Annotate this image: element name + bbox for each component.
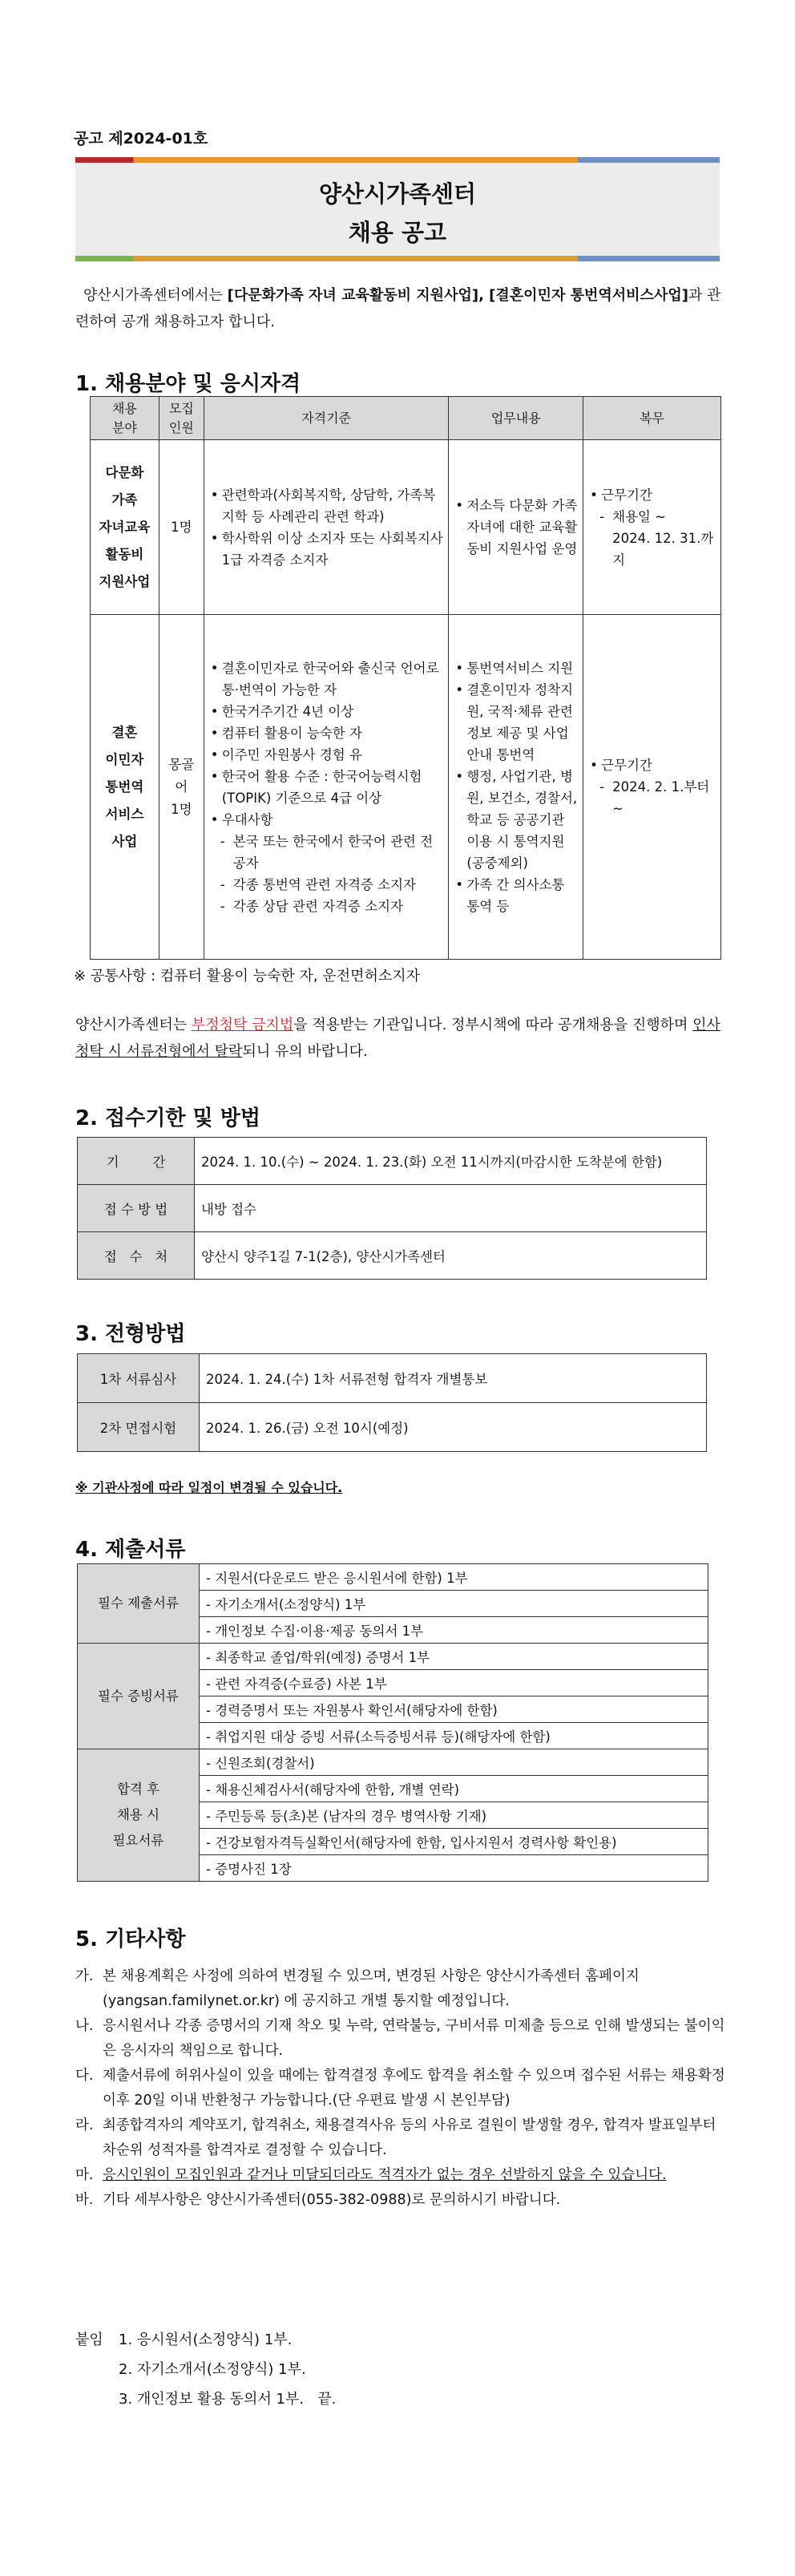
title-box <box>75 157 720 261</box>
row2-quals <box>204 615 449 960</box>
row2-duty-2: • 결혼이민자 정착지원, 국적·체류 관련 정보 제공 및 사업안내 통번역 <box>454 679 578 766</box>
hiring-doc-3-text: 주민등록 등(초)본 (남자의 경우 병역사항 기재) <box>215 1809 487 1824</box>
table-row <box>78 1403 707 1452</box>
misc-key: 라. <box>75 2117 94 2133</box>
solicitation-warning: 인사 청탁 시 서류전형에서 탈락 <box>75 1017 720 1060</box>
list-item <box>75 1964 728 2014</box>
title-line-2: 채용 공고 <box>348 219 447 246</box>
table-row <box>91 615 721 960</box>
misc-text: 본 채용계획은 사정에 의하여 변경될 수 있으며, 변경된 사항은 양산시가족센터 홈페이지(yangsan.familynet.or.kr) 에 공지하고 개별 통지할 예정입니다. <box>103 1968 640 2009</box>
para-text-c: 을 적용받는 기관입니다. 정부시책에 따라 공개채용을 진행하며 <box>293 1017 693 1033</box>
row2-pref-1: - 본국 또는 한국에서 한국어 관련 전공자 <box>209 831 444 874</box>
attachment-2: 2. 자기소개서(소정양식) 1부. <box>119 2361 306 2378</box>
row1-field: 다문화 가족 자녀교육 활동비 지원사업 <box>91 440 159 615</box>
row1-qual-1: • 관련학과(사회복지학, 상담학, 가족복지학 등 사례관리 관련 학과) <box>209 484 444 528</box>
row2-service <box>583 615 721 960</box>
proof-doc-1: - 최종학교 졸업/학위(예정) 증명서 1부 <box>200 1644 708 1670</box>
proof-doc-4: - 취업지원 대상 증빙 서류(소득증빙서류 등)(해당자에 한함) <box>200 1723 708 1749</box>
row1-service-dates: - 채용일 ~ 2024. 12. 31.까지 <box>588 506 716 571</box>
row2-field: 결혼 이민자 통번역 서비스 사업 <box>91 615 159 960</box>
proof-doc-4-text: 취업지원 대상 증빙 서류(소득증빙서류 등)(해당자에 한함) <box>215 1729 551 1745</box>
proof-doc-2-text: 관련 자격증(수료증) 사본 1부 <box>215 1676 387 1692</box>
row2-duty-1: • 통번역서비스 지원 <box>454 657 578 679</box>
attachments <box>75 2325 336 2414</box>
row1-service <box>583 440 721 615</box>
intro-text-c: 과 관련하여 공개 채용하고자 합니다. <box>75 287 721 330</box>
hiring-doc-1-text: 신원조회(경찰서) <box>215 1756 315 1771</box>
section-2-title: 2. 접수기한 및 방법 <box>75 1106 260 1130</box>
notice-number: 공고 제2024-01호 <box>74 130 208 148</box>
misc-text: 제출서류에 허위사실이 있을 때에는 합격결정 후에도 합격을 취소할 수 있으며 접수된 서류는 채용확정 이후 20일 이내 반환청구 가능합니다.(단 우편료 발생 시 본인부담) <box>103 2068 725 2109</box>
period-label: 기 간 <box>78 1138 195 1185</box>
para-text-e: 되니 유의 바랍니다. <box>242 1043 368 1060</box>
proof-doc-2: - 관련 자격증(수료증) 사본 1부 <box>200 1670 708 1696</box>
misc-key: 마. <box>75 2167 94 2183</box>
table-header-row <box>91 397 721 440</box>
stage1-value: 2024. 1. 24.(수) 1차 서류전형 합격자 개별통보 <box>200 1354 707 1403</box>
intro-paragraph <box>75 282 721 335</box>
row1-service-period: • 근무기간 <box>588 484 716 506</box>
title-top-bar <box>75 157 720 163</box>
table-row <box>91 440 721 615</box>
hiring-doc-5: - 증명사진 1장 <box>200 1855 708 1882</box>
header-count-text: 모집 인원 <box>168 400 194 435</box>
misc-text: 기타 세부사항은 양산시가족센터(055-382-0988)로 문의하시기 바랍니다. <box>103 2192 561 2208</box>
row2-duty-4: • 가족 간 의사소통 통역 등 <box>454 874 578 917</box>
row2-qual-2: • 한국거주기간 4년 이상 <box>209 701 444 722</box>
hiring-docs-label: 합격 후 채용 시 필요서류 <box>78 1749 200 1882</box>
required-doc-1: - 지원서(다운로드 받은 응시원서에 한함) 1부 <box>200 1564 708 1591</box>
misc-list <box>75 1964 728 2213</box>
proof-doc-3: - 경력증명서 또는 자원봉사 확인서(해당자에 한함) <box>200 1696 708 1723</box>
place-value: 양산시 양주1길 7-1(2층), 양산시가족센터 <box>195 1232 707 1280</box>
header-duties: 업무내용 <box>449 397 583 440</box>
misc-key: 다. <box>75 2068 94 2084</box>
misc-key: 나. <box>75 2018 94 2034</box>
list-item <box>75 2188 728 2213</box>
row2-service-dates: - 2024. 2. 1.부터 ~ <box>588 776 716 819</box>
table-row <box>78 1354 707 1403</box>
stage1-label: 1차 서류심사 <box>78 1354 200 1403</box>
row2-qual-4: • 이주민 자원봉사 경험 유 <box>209 744 444 766</box>
table-row <box>78 1138 707 1185</box>
row1-qual-2: • 학사학위 이상 소지자 또는 사회복지사 1급 자격증 소지자 <box>209 528 444 571</box>
list-item <box>75 2113 728 2163</box>
row2-duty-3: • 행정, 사업기관, 병원, 보건소, 경찰서, 학교 등 공공기관 이용 시 통역지원(공중제외) <box>454 766 578 874</box>
row2-pref-2: - 각종 통번역 관련 자격증 소지자 <box>209 874 444 896</box>
para-text-a: 양산시가족센터는 <box>75 1017 192 1033</box>
misc-key: 바. <box>75 2192 94 2208</box>
row2-qual-6: • 우대사항 <box>209 809 444 831</box>
header-field-text: 채용 분야 <box>111 400 137 435</box>
row2-service-period: • 근무기간 <box>588 754 716 776</box>
required-docs-label: 필수 제출서류 <box>78 1564 200 1644</box>
required-doc-3: - 개인정보 수집·이용·제공 동의서 1부 <box>200 1617 708 1644</box>
attachment-3: 3. 개인정보 활용 동의서 1부. 끝. <box>119 2391 337 2408</box>
required-doc-2: - 자기소개서(소정양식) 1부 <box>200 1591 708 1617</box>
hiring-doc-5-text: 증명사진 1장 <box>215 1862 292 1877</box>
stage2-value: 2024. 1. 26.(금) 오전 10시(예정) <box>200 1403 707 1452</box>
misc-text: 응시인원이 모집인원과 같거나 미달되더라도 적격자가 없는 경우 선발하지 않을 수 있습니다. <box>103 2167 667 2183</box>
row2-qual-3: • 컴퓨터 활용이 능숙한 자 <box>209 722 444 744</box>
selection-table <box>77 1353 707 1452</box>
list-item <box>75 2163 728 2188</box>
stage2-label: 2차 면접시험 <box>78 1403 200 1452</box>
header-count <box>159 397 204 440</box>
list-item <box>75 2064 728 2113</box>
attachments-label: 붙임 <box>75 2331 103 2348</box>
hiring-doc-4-text: 건강보험자격득실확인서(해당자에 한함, 입사지원서 경력사항 확인용) <box>215 1835 617 1850</box>
table-row <box>78 1749 708 1776</box>
table-row <box>78 1644 708 1670</box>
hiring-doc-1: - 신원조회(경찰서) <box>200 1749 708 1776</box>
table-row <box>78 1232 707 1280</box>
anti-graft-paragraph <box>75 1012 724 1065</box>
documents-table <box>77 1563 708 1882</box>
row1-duty-1: • 저소득 다문화 가족 자녀에 대한 교육활동비 지원사업 운영 <box>454 495 578 560</box>
method-value: 내방 접수 <box>195 1185 707 1232</box>
header-service: 복무 <box>583 397 721 440</box>
row2-qual-5: • 한국어 활용 수준 : 한국어능력시험(TOPIK) 기준으로 4급 이상 <box>209 766 444 809</box>
anti-graft-law: 부정청탁 금지법 <box>191 1017 294 1033</box>
section-5-title: 5. 기타사항 <box>75 1927 186 1951</box>
misc-key: 가. <box>75 1968 94 1984</box>
list-item <box>75 2355 336 2384</box>
application-table <box>77 1137 707 1280</box>
section-1-title: 1. 채용분야 및 응시자격 <box>75 372 301 396</box>
row1-quals <box>204 440 449 615</box>
hiring-doc-3: - 주민등록 등(초)본 (남자의 경우 병역사항 기재) <box>200 1802 708 1829</box>
hiring-doc-4: - 건강보험자격득실확인서(해당자에 한함, 입사지원서 경력사항 확인용) <box>200 1829 708 1855</box>
attachment-1: 1. 응시원서(소정양식) 1부. <box>119 2331 293 2348</box>
schedule-warning: ※ 기관사정에 따라 일정이 변경될 수 있습니다. <box>75 1480 343 1495</box>
intro-text-a: 양산시가족센터에서는 <box>83 287 228 304</box>
method-label: 접 수 방 법 <box>78 1185 195 1232</box>
proof-docs-label: 필수 증빙서류 <box>78 1644 200 1749</box>
row2-count: 몽골 어 1명 <box>159 615 204 960</box>
required-doc-2-text: 자기소개서(소정양식) 1부 <box>215 1597 366 1612</box>
misc-text: 최종합격자의 계약포기, 합격취소, 채용결격사유 등의 사유로 결원이 발생할 경우, 합격자 발표일부터 차순위 성적자를 합격자로 결정할 수 있습니다. <box>103 2117 716 2158</box>
row1-duties <box>449 440 583 615</box>
proof-doc-1-text: 최종학교 졸업/학위(예정) 증명서 1부 <box>215 1650 430 1665</box>
header-quals: 자격기준 <box>204 397 449 440</box>
intro-projects: [다문화가족 자녀 교육활동비 지원사업], [결혼이민자 통번역서비스사업] <box>227 287 688 304</box>
list-item <box>75 2014 728 2064</box>
section-4-title: 4. 제출서류 <box>75 1538 186 1562</box>
table-row <box>78 1564 708 1591</box>
section-3-title: 3. 전형방법 <box>75 1322 186 1346</box>
required-doc-3-text: 개인정보 수집·이용·제공 동의서 1부 <box>215 1624 424 1639</box>
table-row <box>78 1185 707 1232</box>
list-item <box>75 2325 336 2355</box>
title-line-1: 양산시가족센터 <box>318 180 477 208</box>
hiring-doc-2: - 채용신체검사서(해당자에 한함, 개별 연락) <box>200 1776 708 1802</box>
period-value: 2024. 1. 10.(수) ~ 2024. 1. 23.(화) 오전 11시까지(마감시한 도착분에 한함) <box>195 1138 707 1185</box>
header-field <box>91 397 159 440</box>
row2-qual-1: • 결혼이민자로 한국어와 출신국 언어로 통·번역이 가능한 자 <box>209 657 444 701</box>
hiring-doc-2-text: 채용신체검사서(해당자에 한함, 개별 연락) <box>215 1782 460 1798</box>
common-requirements: ※ 공통사항 : 컴퓨터 활용이 능숙한 자, 운전면허소지자 <box>74 968 421 985</box>
proof-doc-3-text: 경력증명서 또는 자원봉사 확인서(해당자에 한함) <box>215 1703 498 1718</box>
place-label: 접 수 처 <box>78 1232 195 1280</box>
list-item <box>75 2384 336 2414</box>
misc-text: 응시원서나 각종 증명서의 기재 착오 및 누락, 연락불능, 구비서류 미제출 등으로 인해 발생되는 불이익은 응시자의 책임으로 합니다. <box>103 2018 725 2059</box>
row1-count: 1명 <box>159 440 204 615</box>
required-doc-1-text: 지원서(다운로드 받은 응시원서에 한함) 1부 <box>215 1571 468 1586</box>
row2-duties <box>449 615 583 960</box>
row2-pref-3: - 각종 상담 관련 자격증 소지자 <box>209 896 444 917</box>
title-bottom-bar <box>75 256 720 261</box>
recruitment-table <box>90 396 721 960</box>
